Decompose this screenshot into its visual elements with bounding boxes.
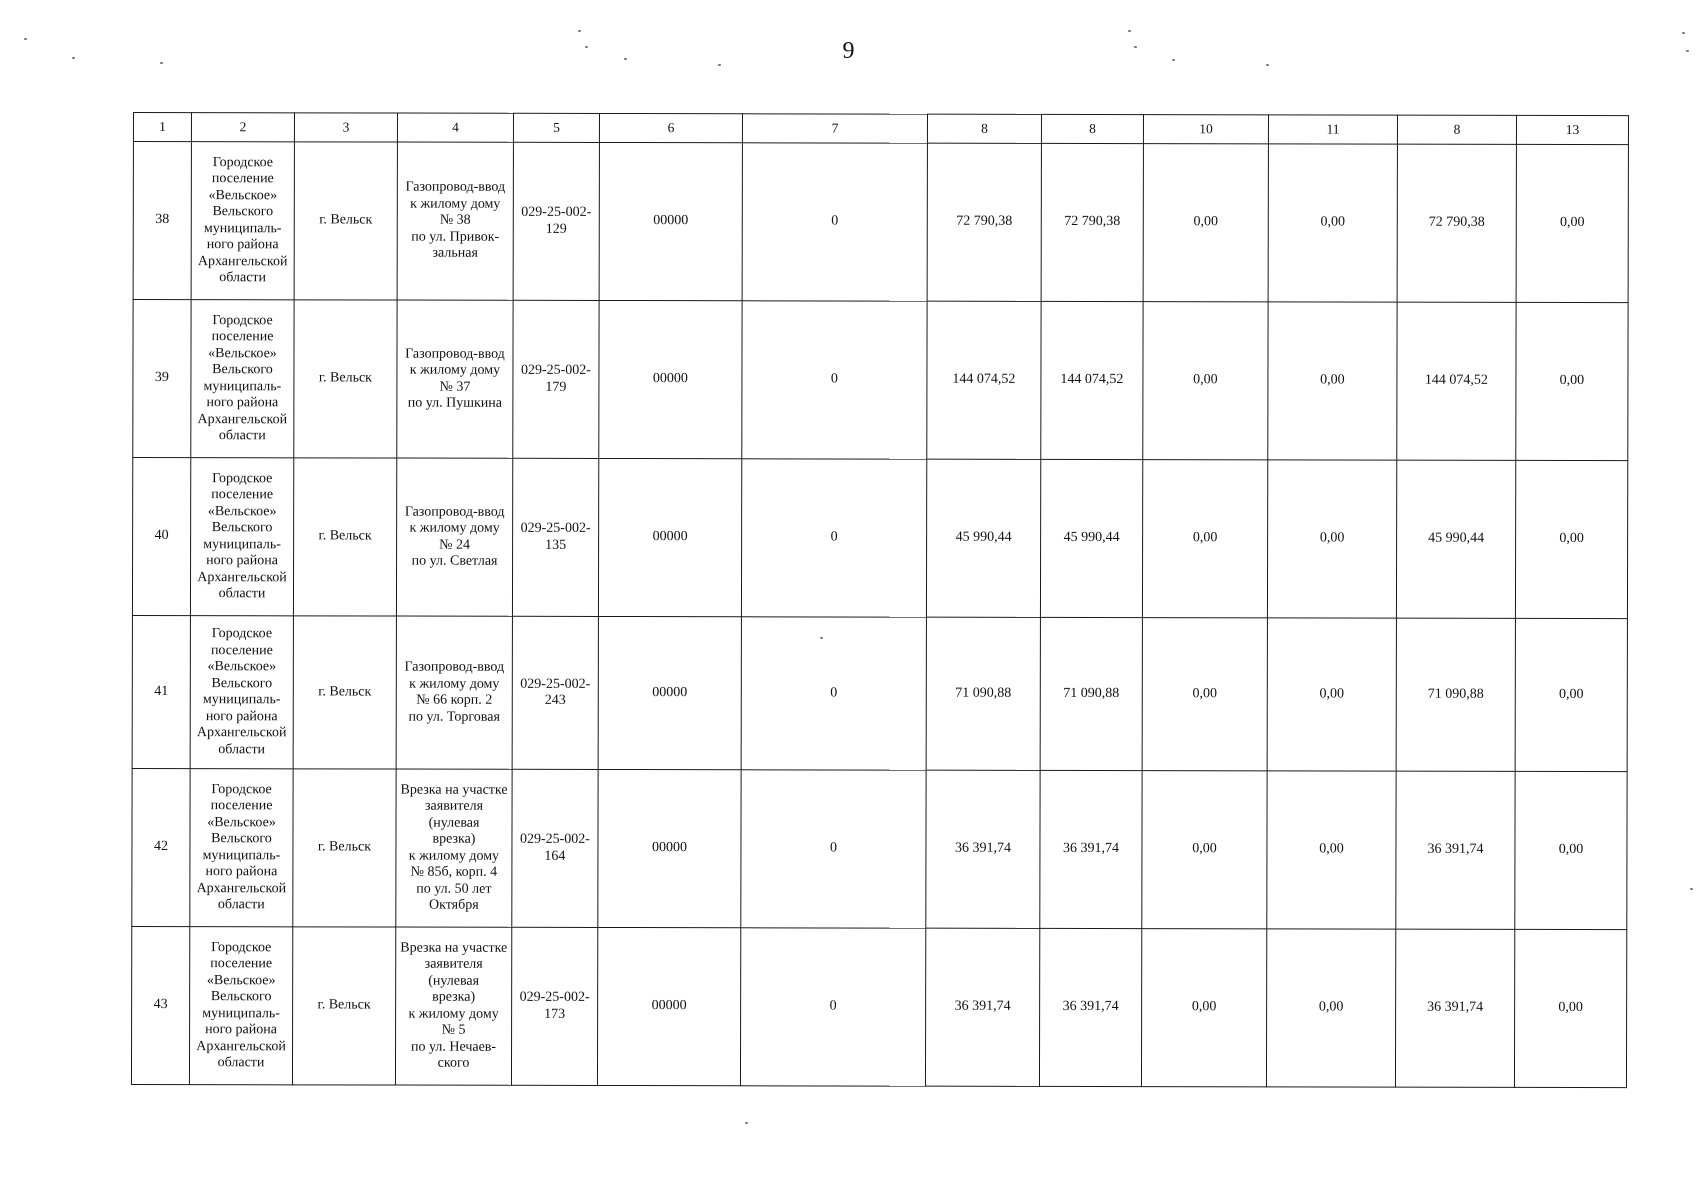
code-cell: 029-25-002- 164 bbox=[512, 769, 598, 927]
amount-cell: 0,00 bbox=[1267, 771, 1396, 929]
registry-table bbox=[131, 112, 1629, 1088]
code-cell: 029-25-002- 179 bbox=[513, 300, 599, 458]
amount-cell: 0,00 bbox=[1516, 144, 1628, 302]
row-number-cell: 39 bbox=[133, 300, 191, 458]
amount-cell: 36 391,74 bbox=[1395, 929, 1514, 1087]
table-row bbox=[133, 300, 1628, 461]
amount-cell: 144 074,52 bbox=[1041, 301, 1143, 459]
col6-cell: 00000 bbox=[599, 142, 742, 300]
scan-speck bbox=[24, 38, 27, 40]
column-header: 7 bbox=[742, 114, 927, 143]
table-row bbox=[131, 926, 1626, 1087]
object-cell: Газопровод-ввод к жилому дому № 24 по ул. Светлая bbox=[396, 458, 512, 616]
amount-cell: 36 391,74 bbox=[926, 770, 1040, 928]
amount-cell: 0,00 bbox=[1142, 460, 1267, 618]
code-cell: 029-25-002- 129 bbox=[513, 142, 599, 300]
table-row bbox=[132, 768, 1627, 929]
object-cell: Врезка на участке заявителя (нулевая врезка) к жилому дому № 85б, корп. 4 по ул. 50 лет Октября bbox=[396, 769, 512, 927]
settlement-cell: Городское поселение «Вельское» Вельского муниципаль- ного района Архангельской области bbox=[190, 616, 293, 769]
code-cell: 029-25-002- 173 bbox=[511, 927, 597, 1085]
column-header: 5 bbox=[513, 113, 599, 142]
header-row bbox=[133, 113, 1628, 145]
scan-speck bbox=[1128, 30, 1131, 32]
amount-cell: 0,00 bbox=[1142, 618, 1267, 771]
locality-cell: г. Вельск bbox=[293, 769, 396, 927]
settlement-cell: Городское поселение «Вельское» Вельского муниципаль- ного района Архангельской области bbox=[191, 142, 294, 300]
amount-cell: 71 090,88 bbox=[926, 617, 1040, 770]
object-cell: Врезка на участке заявителя (нулевая врезка) к жилому дому № 5 по ул. Нечаев- ского bbox=[395, 927, 511, 1085]
code-cell: 029-25-002- 135 bbox=[512, 458, 598, 616]
locality-cell: г. Вельск bbox=[292, 927, 395, 1085]
column-header: 10 bbox=[1143, 115, 1268, 144]
amount-cell: 45 990,44 bbox=[926, 459, 1040, 617]
code-cell: 029-25-002- 243 bbox=[512, 616, 598, 769]
object-cell: Газопровод-ввод к жилому дому № 37 по ул. Пушкина bbox=[397, 300, 513, 458]
table-row bbox=[132, 615, 1627, 771]
settlement-cell: Городское поселение «Вельское» Вельского муниципаль- ного района Архангельской области bbox=[189, 927, 292, 1085]
scan-speck bbox=[1686, 50, 1689, 52]
amount-cell: 36 391,74 bbox=[1039, 928, 1141, 1086]
scan-speck bbox=[1266, 64, 1269, 66]
column-header: 1 bbox=[133, 113, 191, 142]
amount-cell: 72 790,38 bbox=[927, 143, 1041, 301]
locality-cell: г. Вельск bbox=[293, 458, 396, 616]
row-number-cell: 42 bbox=[132, 768, 190, 926]
col6-cell: 00000 bbox=[598, 616, 741, 769]
settlement-cell: Городское поселение «Вельское» Вельского муниципаль- ного района Архангельской области bbox=[190, 769, 293, 927]
amount-cell: 144 074,52 bbox=[927, 301, 1041, 459]
column-number-header bbox=[133, 113, 1628, 145]
column-header: 3 bbox=[294, 113, 397, 142]
amount-cell: 0,00 bbox=[1141, 929, 1266, 1087]
amount-cell: 36 391,74 bbox=[1040, 770, 1142, 928]
scan-speck bbox=[624, 58, 627, 60]
scan-speck bbox=[72, 57, 75, 59]
amount-cell: 0,00 bbox=[1515, 618, 1627, 771]
scan-speck bbox=[578, 30, 581, 32]
amount-cell: 0,00 bbox=[1266, 929, 1395, 1087]
scan-speck bbox=[718, 64, 721, 66]
col7-cell: 0 bbox=[741, 770, 926, 928]
locality-cell: г. Вельск bbox=[294, 300, 397, 458]
col6-cell: 00000 bbox=[599, 300, 742, 458]
column-header: 13 bbox=[1516, 115, 1628, 144]
column-header: 11 bbox=[1268, 115, 1397, 144]
col6-cell: 00000 bbox=[598, 458, 741, 616]
settlement-cell: Городское поселение «Вельское» Вельского муниципаль- ного района Архангельской области bbox=[190, 458, 293, 616]
amount-cell: 0,00 bbox=[1268, 302, 1397, 460]
column-header: 8 bbox=[927, 114, 1041, 143]
col7-cell: 0 bbox=[742, 143, 927, 301]
amount-cell: 0,00 bbox=[1515, 460, 1627, 618]
amount-cell: 0,00 bbox=[1267, 618, 1396, 771]
amount-cell: 36 391,74 bbox=[925, 928, 1039, 1086]
row-number-cell: 40 bbox=[132, 458, 190, 616]
locality-cell: г. Вельск bbox=[293, 616, 396, 769]
locality-cell: г. Вельск bbox=[294, 142, 397, 300]
scan-speck bbox=[160, 62, 163, 64]
column-header: 2 bbox=[191, 113, 294, 142]
col7-cell: 0 bbox=[742, 301, 927, 459]
amount-cell: 0,00 bbox=[1267, 460, 1396, 618]
amount-cell: 71 090,88 bbox=[1396, 618, 1515, 771]
object-cell: Газопровод-ввод к жилому дому № 38 по ул. Привок- зальная bbox=[397, 142, 513, 300]
row-number-cell: 38 bbox=[133, 142, 191, 300]
col6-cell: 00000 bbox=[598, 769, 741, 927]
object-cell: Газопровод-ввод к жилому дому № 66 корп. 2 по ул. Торговая bbox=[396, 616, 512, 769]
page-number: 9 bbox=[842, 38, 855, 64]
amount-cell: 144 074,52 bbox=[1397, 302, 1516, 460]
column-header: 8 bbox=[1397, 115, 1516, 144]
column-header: 8 bbox=[1041, 114, 1143, 143]
amount-cell: 45 990,44 bbox=[1040, 459, 1142, 617]
scan-speck bbox=[745, 1122, 748, 1124]
amount-cell: 0,00 bbox=[1268, 144, 1397, 302]
scan-speck bbox=[585, 46, 588, 48]
table-row bbox=[133, 142, 1628, 303]
column-header: 4 bbox=[397, 113, 513, 142]
amount-cell: 0,00 bbox=[1514, 929, 1626, 1087]
scan-speck bbox=[1172, 59, 1175, 61]
col7-cell: 0 bbox=[740, 928, 925, 1086]
table-row bbox=[132, 458, 1627, 619]
settlement-cell: Городское поселение «Вельское» Вельского муниципаль- ного района Архангельской области bbox=[191, 300, 294, 458]
amount-cell: 71 090,88 bbox=[1040, 617, 1142, 770]
amount-cell: 0,00 bbox=[1142, 771, 1267, 929]
amount-cell: 0,00 bbox=[1515, 771, 1627, 929]
row-number-cell: 41 bbox=[132, 615, 190, 768]
amount-cell: 0,00 bbox=[1143, 144, 1268, 302]
amount-cell: 45 990,44 bbox=[1396, 460, 1515, 618]
scan-speck bbox=[1682, 32, 1685, 34]
column-header: 6 bbox=[599, 113, 742, 142]
scan-speck bbox=[1690, 888, 1693, 890]
col6-cell: 00000 bbox=[597, 927, 740, 1085]
amount-cell: 0,00 bbox=[1516, 302, 1628, 460]
amount-cell: 72 790,38 bbox=[1397, 144, 1516, 302]
row-number-cell: 43 bbox=[131, 926, 189, 1084]
amount-cell: 0,00 bbox=[1143, 302, 1268, 460]
col7-cell: 0 bbox=[741, 459, 926, 617]
col7-cell: 0 bbox=[741, 617, 926, 770]
amount-cell: 36 391,74 bbox=[1396, 771, 1515, 929]
amount-cell: 72 790,38 bbox=[1041, 143, 1143, 301]
scan-speck bbox=[820, 637, 823, 639]
scan-speck bbox=[1134, 46, 1137, 48]
